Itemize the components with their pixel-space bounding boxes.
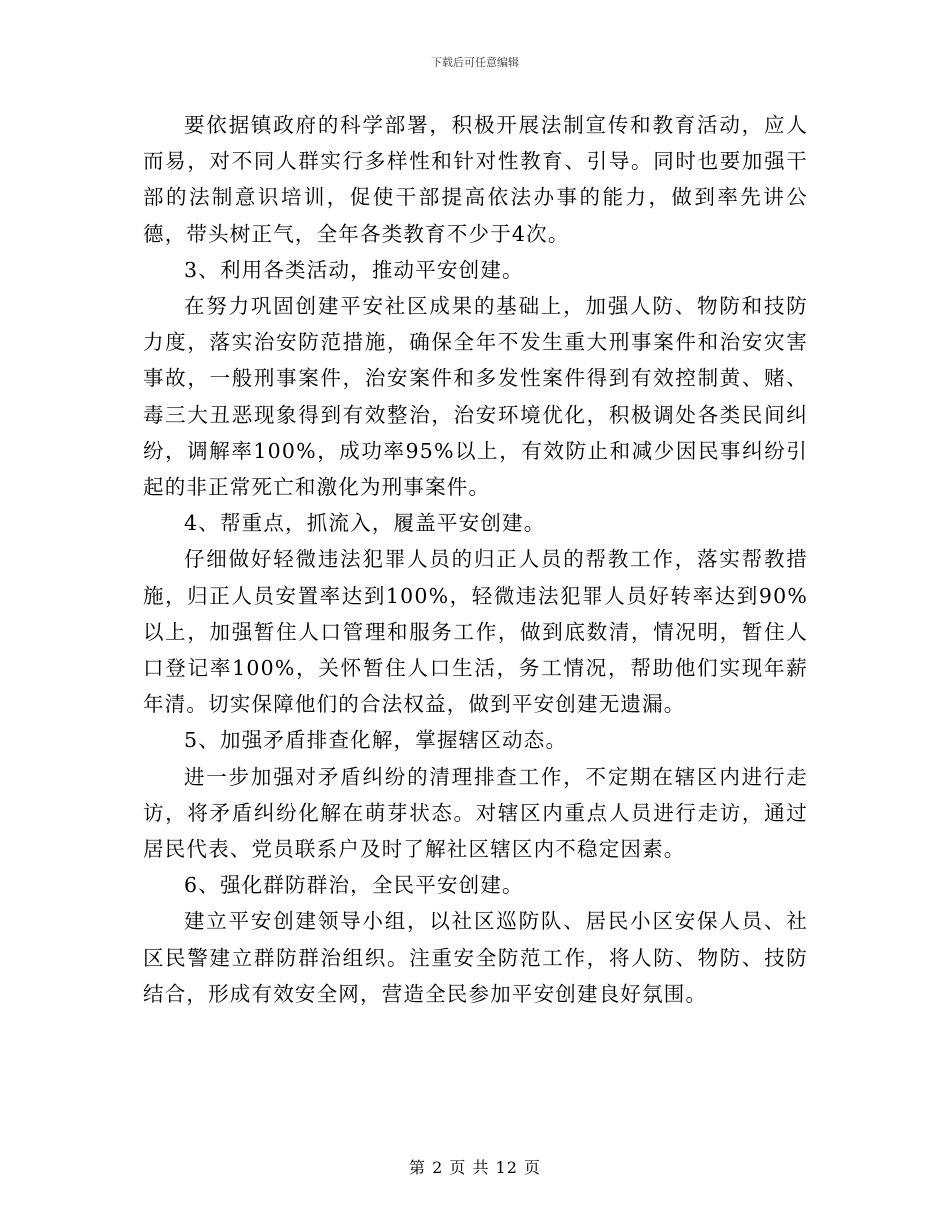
section-heading-3: 3、利用各类活动，推动平安创建。 [184,257,524,282]
page-header: 下载后可任意编辑 [431,56,519,69]
paragraph-community-defense: 建立平安创建领导小组，以社区巡防队、居民小区安保人员、社区民警建立群防群治组织。注重安全防范工作，将人防、物防、技防结合，形成有效安全网，营造全民参加平安创建良好氛围。 [143,909,808,1006]
paragraph-rehabilitation: 仔细做好轻微违法犯罪人员的归正人员的帮教工作，落实帮教措施，归正人员安置率达到100%，轻微违法犯罪人员好转率达到90%以上，加强暂住人口管理和服务工作，做到底数清，情况明，暂住人口登记率100%，关怀暂住人口生活，务工情况，帮助他们实现年薪年清。切实保障他们的合法权益，做到平安创建无遗漏。 [143,547,808,717]
section-heading-6: 6、强化群防群治，全民平安创建。 [184,873,524,898]
document-body [143,107,808,1012]
paragraph-dispute-resolution: 进一步加强对矛盾纠纷的清理排查工作，不定期在辖区内进行走访，将矛盾纠纷化解在萌芽状态。对辖区内重点人员进行走访，通过居民代表、党员联系户及时了解社区辖区内不稳定因素。 [143,764,808,862]
section-heading-5: 5、加强矛盾排查化解，掌握辖区动态。 [184,728,568,753]
section-heading-4: 4、帮重点，抓流入，履盖平安创建。 [184,511,546,536]
paragraph-legal-education: 要依据镇政府的科学部署，积极开展法制宣传和教育活动，应人而易，对不同人群实行多样性和针对性教育、引导。同时也要加强干部的法制意识培训，促使干部提高依法办事的能力，做到率先讲公德，带头树正气，全年各类教育不少于4次。 [143,113,808,246]
paragraph-public-security: 在努力巩固创建平安社区成果的基础上，加强人防、物防和技防力度，落实治安防范措施，确保全年不发生重大刑事案件和治安灾害事故，一般刑事案件，治安案件和多发性案件得到有效控制黄、赌、毒三大丑恶现象得到有效整治，治安环境优化，积极调处各类民间纠纷，调解率100%，成功率95%以上，有效防止和减少因民事纠纷引起的非正常死亡和激化为刑事案件。 [143,294,808,500]
page-number: 第 2 页 共 12 页 [409,1158,541,1177]
